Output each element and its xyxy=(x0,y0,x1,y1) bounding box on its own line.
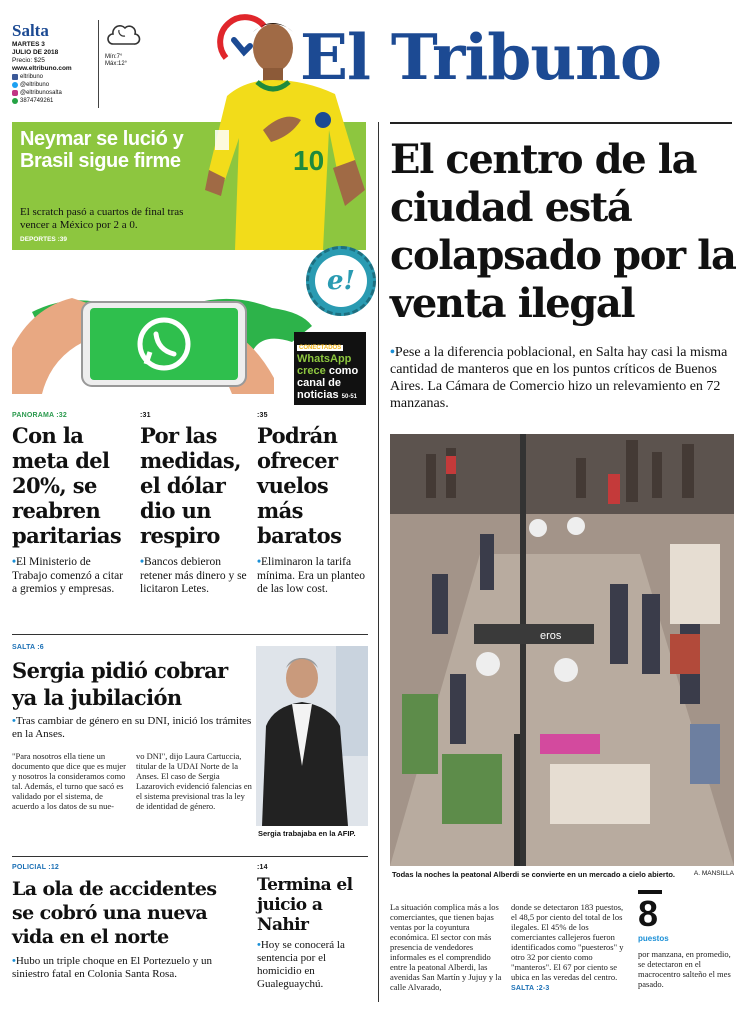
lead-photo-credit: A. MANSILLA xyxy=(693,870,734,877)
hand-holding-phone xyxy=(12,268,282,394)
lead-ref: SALTA :2-3 xyxy=(511,985,550,992)
instagram-icon xyxy=(12,90,18,96)
facebook-icon xyxy=(12,74,18,80)
weather-widget xyxy=(105,22,145,68)
promo-whatsapp-pages: 50-51 xyxy=(341,394,357,400)
promo-whatsapp-label: CONECTADOS xyxy=(299,345,342,351)
brief-1-headline: Con la meta del 20%, se reabren paritarias xyxy=(12,423,122,548)
promo-whatsapp-text xyxy=(294,332,366,405)
sergia-deck: •Tras cambiar de género en su DNI, inició los trámites en la Anses. xyxy=(12,715,252,740)
lead-body-col-2: donde se detectaron 183 puestos, el 48,5 por ciento del total de los ilegales. El 45% de los comerciantes callejeros fueron identificados como "puesteros" y otro 32 por ciento como "manteros". El 67 por ciento se ubica en las veredas del centro. SALTA :2-3 xyxy=(511,902,624,992)
stat-label: puestos xyxy=(638,934,669,943)
brief-1-text: •El Ministerio de Trabajo comenzó a citar a gremios y empresas. xyxy=(12,556,124,595)
masthead-city: Salta xyxy=(12,21,49,40)
brief-1-ref: PANORAMA :32 xyxy=(12,412,67,419)
social-instagram[interactable]: @eltribunosalta xyxy=(12,89,96,97)
e-badge-icon[interactable]: e! xyxy=(306,246,376,316)
promo-whatsapp-headline-a: WhatsApp crece xyxy=(297,353,352,377)
lead-photo xyxy=(390,434,734,866)
lead-photo-sign: eros xyxy=(540,630,562,642)
social-twitter[interactable]: @eltribuno xyxy=(12,81,96,89)
accidentes-story[interactable] xyxy=(12,864,240,981)
masthead-title[interactable]: El Tribuno xyxy=(300,20,661,94)
masthead-price: Precio: $25 xyxy=(12,57,45,64)
brief-2[interactable] xyxy=(140,412,250,597)
masthead-website[interactable]: www.eltribuno.com xyxy=(12,65,72,72)
svg-text:10: 10 xyxy=(293,145,325,176)
masthead-date: MARTES 3 xyxy=(12,41,45,48)
stat-text: por manzana, en promedio, se detectaron en el macrocentro salteño el mes pasado. xyxy=(638,949,731,989)
brief-2-text: •Bancos debieron retener más dinero y se licitaron Letes. xyxy=(140,556,247,595)
briefs-bottom-rule xyxy=(12,634,368,635)
lead-headline[interactable]: El centro de la ciudad está colapsado por la venta ilegal xyxy=(390,136,736,327)
masthead-date-2: JULIO DE 2018 xyxy=(12,49,59,56)
masthead-info xyxy=(12,22,96,105)
sergia-headline: Sergia pidió cobrar ya la jubilación xyxy=(12,658,228,710)
nahir-headline: Termina el juicio a Nahir xyxy=(257,875,353,935)
brief-1[interactable] xyxy=(12,412,127,597)
neymar-photo xyxy=(205,10,371,250)
accidentes-ref: POLICIAL :12 xyxy=(12,864,60,871)
lead-deck: •Pese a la diferencia poblacional, en Salta hay casi la misma cantidad de manteros que en los puntos críticos de Buenos Aires. La Cámara de Comercio hizo un relevamiento en 72 manzanas. xyxy=(390,345,728,411)
nahir-story[interactable] xyxy=(257,864,369,991)
lead-top-rule xyxy=(390,122,732,124)
brief-3-ref: :35 xyxy=(257,412,268,419)
accidentes-headline: La ola de accidentes se cobró una nueva vida en el norte xyxy=(12,878,217,948)
lead-photo-caption: Todas la noches la peatonal Alberdi se convierte en un mercado a cielo abierto. A. MANSILLA xyxy=(392,870,734,879)
nahir-ref: :14 xyxy=(257,864,268,871)
cloudy-night-icon xyxy=(105,22,141,46)
promo-neymar-deck: El scratch pasó a cuartos de final tras vencer a México por 2 a 0. xyxy=(20,206,184,231)
brief-3[interactable] xyxy=(257,412,369,597)
stat-number: 8 xyxy=(638,893,659,934)
twitter-icon xyxy=(12,82,18,88)
sergia-bottom-rule xyxy=(12,856,368,857)
social-facebook[interactable]: eltribuno xyxy=(12,73,96,81)
whatsapp-icon xyxy=(12,98,18,104)
masthead-divider xyxy=(98,20,99,108)
social-phone[interactable]: 3874749261 xyxy=(12,97,96,105)
brief-3-headline: Podrán ofrecer vuelos más baratos xyxy=(257,423,342,548)
promo-neymar-headline: Neymar se lució y Brasil sigue firme xyxy=(20,128,184,172)
sergia-photo-caption: Sergia trabajaba en la AFIP. xyxy=(258,829,356,838)
lead-body-col-1: La situación complica más a los comerciantes, que tienen bajas ventas por la coyuntura económica. El sector con más presencia de vendedores informales es el comprendido entre la peatonal Alberdi, las avenidas San Martín y Jujuy y la calle Alvarado, xyxy=(390,902,502,992)
accidentes-deck: •Hubo un triple choque en El Portezuelo y un siniestro fatal en Colonia Santa Rosa. xyxy=(12,955,212,980)
weather-min: Mín:7° xyxy=(105,54,123,60)
sergia-story[interactable] xyxy=(12,644,252,811)
brief-3-text: •Eliminaron la tarifa mínima. Era un planteo de las low cost. xyxy=(257,556,365,595)
sergia-col-1: "Para nosotros ella tiene un documento que dice que es mujer y nosotros la consideramos como tal. Además, el turno que sacó es validado por el sistema, de acuerdo a los datos de su nue- xyxy=(12,751,127,811)
promo-whatsapp-headline-b: como canal de noticias xyxy=(297,365,359,401)
brief-2-headline: Por las medidas, el dólar dio un respiro xyxy=(140,423,241,548)
promo-neymar-ref: DEPORTES :39 xyxy=(20,236,67,243)
column-divider xyxy=(378,122,379,1002)
stat-box xyxy=(638,890,736,989)
nahir-deck: •Hoy se conocerá la sentencia por el homicidio en Gualeguaychú. xyxy=(257,939,345,990)
sergia-photo xyxy=(256,646,368,826)
weather-max: Máx:12° xyxy=(105,61,128,67)
sergia-ref: SALTA :6 xyxy=(12,644,44,651)
brief-2-ref: :31 xyxy=(140,412,151,419)
sergia-col-2: vo DNI", dijo Laura Cartuccia, titular de la UDAI Norte de la Anses. El caso de Sergia Lazarovich evidenció falencias en el sistema previsional tras la ley de identidad de género. xyxy=(136,751,252,811)
